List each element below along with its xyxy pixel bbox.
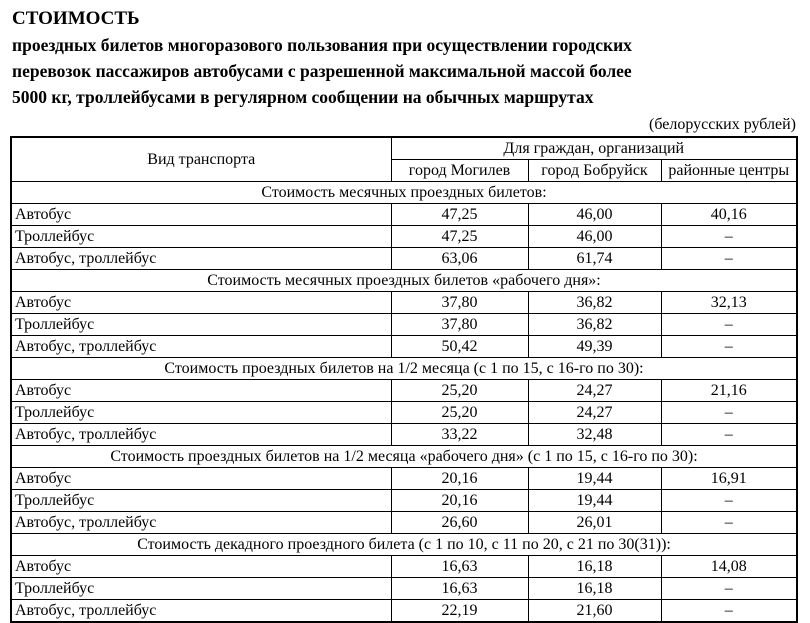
transport-type-label: Автобус, троллейбус xyxy=(11,600,391,623)
price-value: 32,48 xyxy=(528,424,661,446)
transport-type-label: Автобус, троллейбус xyxy=(11,248,391,270)
price-value: – xyxy=(661,490,797,512)
price-value: – xyxy=(661,314,797,336)
price-table xyxy=(10,136,798,623)
document-title-block xyxy=(12,6,796,110)
transport-type-label: Автобус xyxy=(11,380,391,402)
currency-note: (белорусских рублей) xyxy=(649,116,796,133)
price-value: – xyxy=(661,402,797,424)
table-row xyxy=(11,204,797,226)
header-row-group xyxy=(11,137,797,160)
table-row xyxy=(11,512,797,534)
price-value: 47,25 xyxy=(391,204,528,226)
price-value: 16,18 xyxy=(528,578,661,600)
table-row xyxy=(11,468,797,490)
price-value: 36,82 xyxy=(528,292,661,314)
section-header-row xyxy=(11,270,797,292)
price-value: 25,20 xyxy=(391,402,528,424)
price-value: 16,63 xyxy=(391,578,528,600)
price-value: – xyxy=(661,578,797,600)
transport-type-label: Автобус xyxy=(11,204,391,226)
price-value: 20,16 xyxy=(391,490,528,512)
price-value: 26,01 xyxy=(528,512,661,534)
price-value: 40,16 xyxy=(661,204,797,226)
price-table-header xyxy=(11,137,797,182)
table-row xyxy=(11,424,797,446)
table-row xyxy=(11,336,797,358)
table-row xyxy=(11,578,797,600)
section-header-row xyxy=(11,358,797,380)
price-value: – xyxy=(661,424,797,446)
transport-type-label: Автобус, троллейбус xyxy=(11,424,391,446)
price-value: 22,19 xyxy=(391,600,528,623)
price-value: 36,82 xyxy=(528,314,661,336)
price-value: 49,39 xyxy=(528,336,661,358)
price-value: 19,44 xyxy=(528,490,661,512)
transport-type-label: Троллейбус xyxy=(11,226,391,248)
city-column-bobruisk: город Бобруйск xyxy=(528,160,661,182)
transport-type-label: Троллейбус xyxy=(11,490,391,512)
price-value: 24,27 xyxy=(528,402,661,424)
price-value: – xyxy=(661,512,797,534)
table-row xyxy=(11,292,797,314)
price-value: 16,18 xyxy=(528,556,661,578)
section-title: Стоимость проездных билетов на 1/2 месяца «рабочего дня» (с 1 по 15, с 16-го по 30): xyxy=(11,446,797,468)
document-subtitle-line: проездных билетов многоразового пользования при осуществлении городских xyxy=(12,35,632,55)
group-column-header: Для граждан, организаций xyxy=(391,137,797,160)
price-value: 16,63 xyxy=(391,556,528,578)
price-value: – xyxy=(661,600,797,623)
table-row xyxy=(11,248,797,270)
price-value: 63,06 xyxy=(391,248,528,270)
price-value: 37,80 xyxy=(391,314,528,336)
price-value: 20,16 xyxy=(391,468,528,490)
price-value: – xyxy=(661,248,797,270)
transport-type-label: Автобус xyxy=(11,556,391,578)
table-row xyxy=(11,226,797,248)
section-title: Стоимость проездных билетов на 1/2 месяца (с 1 по 15, с 16-го по 30): xyxy=(11,358,797,380)
section-header-row xyxy=(11,182,797,204)
price-value: 26,60 xyxy=(391,512,528,534)
price-value: – xyxy=(661,336,797,358)
table-row xyxy=(11,490,797,512)
price-value: 16,91 xyxy=(661,468,797,490)
table-row xyxy=(11,314,797,336)
transport-type-label: Автобус, троллейбус xyxy=(11,336,391,358)
document-subtitle-line: 5000 кг, троллейбусами в регулярном сообщении на обычных маршрутах xyxy=(12,87,594,107)
price-value: 46,00 xyxy=(528,226,661,248)
section-title: Стоимость декадного проездного билета (с 1 по 10, с 11 по 20, с 21 по 30(31)): xyxy=(11,534,797,556)
table-row xyxy=(11,380,797,402)
price-value: 46,00 xyxy=(528,204,661,226)
section-title: Стоимость месячных проездных билетов: xyxy=(11,182,797,204)
city-column-raion: районные центры xyxy=(661,160,797,182)
price-value: 14,08 xyxy=(661,556,797,578)
price-value: 50,42 xyxy=(391,336,528,358)
transport-column-header: Вид транспорта xyxy=(11,137,391,182)
price-value: 21,16 xyxy=(661,380,797,402)
price-value: 19,44 xyxy=(528,468,661,490)
section-header-row xyxy=(11,446,797,468)
price-value: 21,60 xyxy=(528,600,661,623)
price-value: 24,27 xyxy=(528,380,661,402)
price-value: 61,74 xyxy=(528,248,661,270)
transport-type-label: Троллейбус xyxy=(11,578,391,600)
price-table-body xyxy=(11,182,797,623)
section-header-row xyxy=(11,534,797,556)
transport-type-label: Троллейбус xyxy=(11,402,391,424)
price-value: 37,80 xyxy=(391,292,528,314)
price-value: 25,20 xyxy=(391,380,528,402)
price-value: 33,22 xyxy=(391,424,528,446)
transport-type-label: Троллейбус xyxy=(11,314,391,336)
transport-type-label: Автобус xyxy=(11,468,391,490)
price-value: 47,25 xyxy=(391,226,528,248)
transport-type-label: Автобус xyxy=(11,292,391,314)
city-column-mogilev: город Могилев xyxy=(391,160,528,182)
document-title: СТОИМОСТЬ xyxy=(12,8,140,29)
transport-type-label: Автобус, троллейбус xyxy=(11,512,391,534)
table-row xyxy=(11,402,797,424)
section-title: Стоимость месячных проездных билетов «рабочего дня»: xyxy=(11,270,797,292)
price-value: – xyxy=(661,226,797,248)
price-value: 32,13 xyxy=(661,292,797,314)
document-subtitle-line: перевозок пассажиров автобусами с разрешенной максимальной массой более xyxy=(12,61,632,81)
table-row xyxy=(11,556,797,578)
table-row xyxy=(11,600,797,623)
